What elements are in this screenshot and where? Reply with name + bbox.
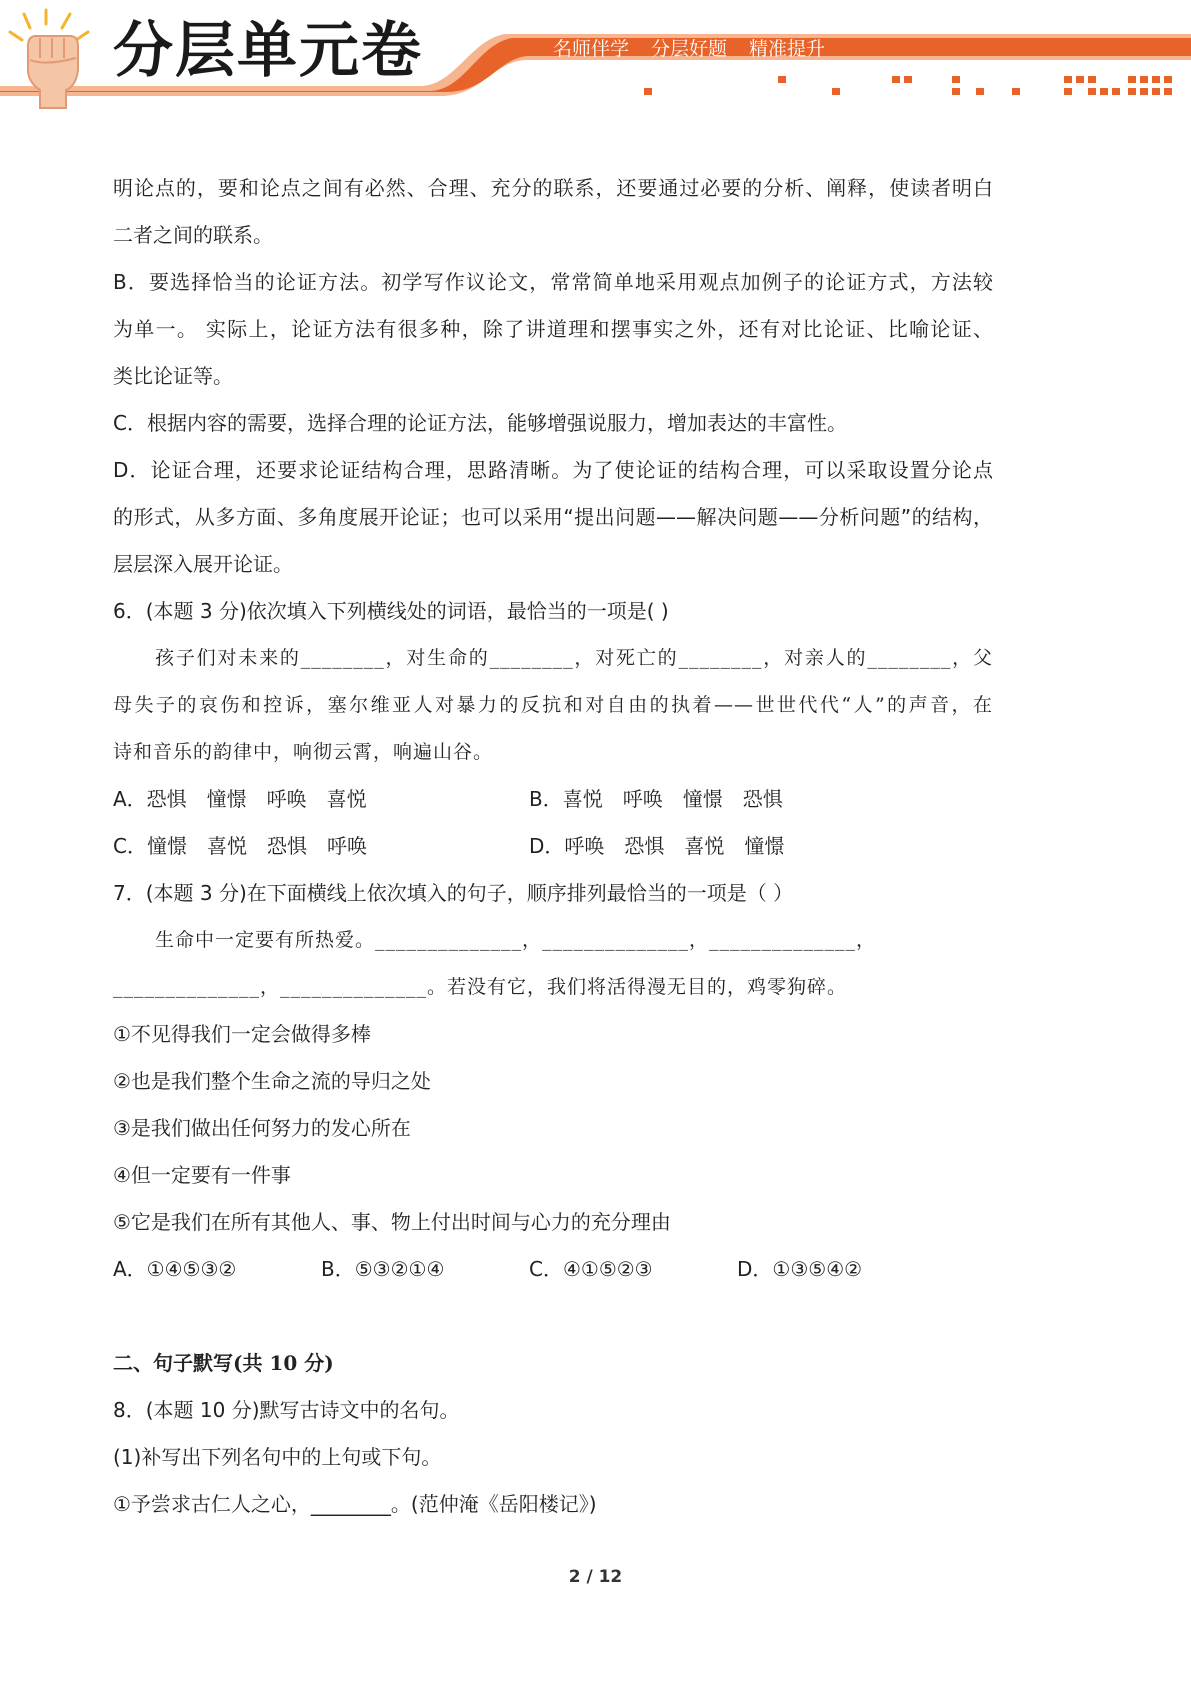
answer-option: B．喜悦 呼唤 憧憬 恐惧 [529, 787, 783, 811]
option-d-line: 的形式，从多方面、多角度展开论证；也可以采用“提出问题——解决问题——分析问题”的结构， [113, 505, 993, 529]
answer-option: A．恐惧 憧憬 呼唤 喜悦 [113, 787, 367, 811]
page-number: 2 / 12 [568, 1567, 623, 1587]
answer-option: C．④①⑤②③ [529, 1257, 653, 1281]
question-7-stem: 7．(本题 3 分)在下面横线上依次填入的句子，顺序排列最恰当的一项是（ ） [113, 881, 794, 905]
question-6-options-row [113, 776, 993, 823]
slogan-item: 名师伴学 [553, 38, 630, 60]
page-header [0, 0, 1191, 115]
section-heading: 二、句子默写(共 10 分) [113, 1351, 334, 1375]
spacer [113, 1293, 993, 1340]
option-d-line: D．论证合理，还要求论证结构合理，思路清晰。为了使论证的结构合理，可以采取设置分论点 [113, 458, 993, 482]
answer-option: C．憧憬 喜悦 恐惧 呼唤 [113, 834, 367, 858]
question-6-passage: 母失子的哀伤和控诉，塞尔维亚人对暴力的反抗和对自由的执着——世世代代“人”的声音，在 [113, 694, 993, 716]
answer-option: B．⑤③②①④ [321, 1257, 445, 1281]
exam-content [113, 165, 993, 1528]
option-b-line: 类比论证等。 [113, 364, 233, 388]
answer-option: D．呼唤 恐惧 喜悦 憧憬 [529, 834, 785, 858]
sentence-item: ①不见得我们一定会做得多棒 [113, 1022, 371, 1046]
option-b-line: 为单一。 实际上，论证方法有很多种，除了讲道理和摆事实之外，还有对比论证、比喻论证、 [113, 317, 993, 341]
option-d-line: 层层深入展开论证。 [113, 552, 293, 576]
question-7-passage: ______________，______________。若没有它，我们将活得漫无目的，鸡零狗碎。 [113, 976, 848, 998]
question-7-options-row [113, 1246, 993, 1293]
sentence-item: ④但一定要有一件事 [113, 1163, 291, 1187]
question-6-passage: 孩子们对未来的________，对生命的________，对死亡的________，对亲人的________，父 [155, 647, 993, 669]
paragraph-line: 明论点的，要和论点之间有必然、合理、充分的联系，还要通过必要的分析、阐释，使读者明白 [113, 176, 993, 200]
question-8-subprompt: (1)补写出下列名句中的上句或下句。 [113, 1445, 442, 1469]
slogan-item: 精准提升 [749, 38, 826, 60]
slogan-item: 分层好题 [651, 38, 728, 60]
sentence-item: ③是我们做出任何努力的发心所在 [113, 1116, 411, 1140]
answer-option: D．①③⑤④② [737, 1257, 863, 1281]
question-6-passage: 诗和音乐的韵律中，响彻云霄，响遍山谷。 [113, 741, 494, 763]
option-b-line: B．要选择恰当的论证方法。初学写作议论文，常常简单地采用观点加例子的论证方式，方法较 [113, 270, 993, 294]
answer-option: A．①④⑤③② [113, 1257, 237, 1281]
brand-title: 分层单元卷 [113, 16, 423, 86]
question-6-stem: 6．(本题 3 分)依次填入下列横线处的词语，最恰当的一项是( ) [113, 599, 669, 623]
paragraph-line: 二者之间的联系。 [113, 223, 273, 247]
question-7-passage: 生命中一定要有所热爱。______________，______________，______________， [155, 929, 877, 951]
question-6-options-row [113, 823, 993, 870]
header-slogan [553, 36, 825, 62]
question-8-stem: 8．(本题 10 分)默写古诗文中的名句。 [113, 1398, 460, 1422]
question-8-item: ①予尝求古仁人之心，________。(范仲淹《岳阳楼记》) [113, 1492, 597, 1516]
sentence-item: ⑤它是我们在所有其他人、事、物上付出时间与心力的充分理由 [113, 1210, 671, 1234]
option-c-line: C．根据内容的需要，选择合理的论证方法，能够增强说服力，增加表达的丰富性。 [113, 411, 847, 435]
sentence-item: ②也是我们整个生命之流的导归之处 [113, 1069, 431, 1093]
